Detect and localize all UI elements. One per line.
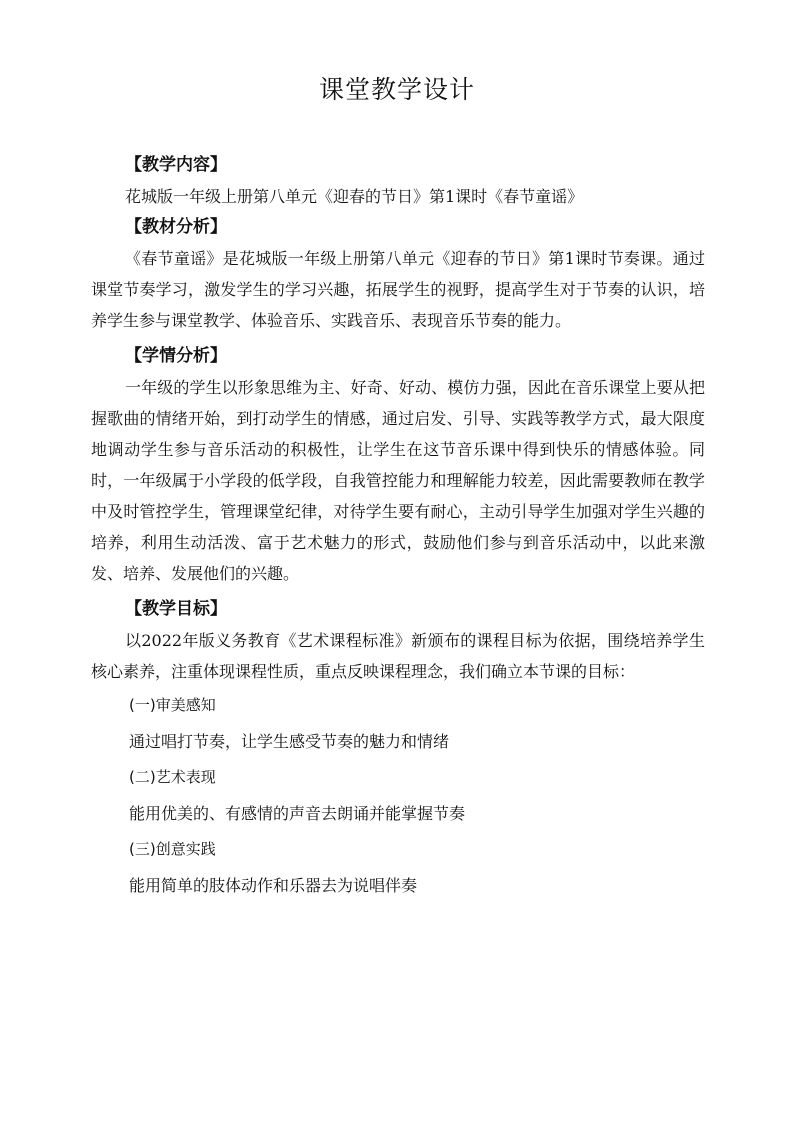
goal-item-text-aesthetic: 通过唱打节奏，让学生感受节奏的魅力和情绪 (129, 732, 450, 751)
goal-item-label-expression: (二)艺术表现 (129, 768, 216, 786)
goal-item-text-expression: 能用优美的、有感情的声音去朗诵并能掌握节奏 (129, 804, 466, 823)
material-analysis-paragraph: 《春节童谣》是花城版一年级上册第八单元《迎春的节日》第1课时节奏课。通过课堂节奏学习，激发学生的学习兴趣，拓展学生的视野，提高学生对于节奏的认识，培养学生参与课堂教学、体验音乐、实践音乐、表现音乐节奏的能力。 (91, 249, 705, 330)
document-body (91, 150, 705, 901)
section-heading-teaching-goals: 【教学目标】 (125, 599, 227, 619)
teaching-content-text: 花城版一年级上册第八单元《迎春的节日》第1课时《春节童谣》 (125, 187, 584, 206)
goal-item-text-practice: 能用简单的肢体动作和乐器去为说唱伴奏 (129, 876, 418, 895)
goal-item-label-aesthetic: (一)审美感知 (129, 696, 216, 714)
teaching-goals-paragraph: 以2022年版义务教育《艺术课程标准》新颁布的课程目标为依据，围绕培养学生核心素养，注重体现课程性质，重点反映课程理念，我们确立本节课的目标： (91, 631, 705, 681)
goal-item-label-practice: (三)创意实践 (129, 840, 216, 858)
section-heading-student-analysis: 【学情分析】 (125, 346, 227, 366)
student-analysis-paragraph: 一年级的学生以形象思维为主、好奇、好动、模仿力强，因此在音乐课堂上要从把握歌曲的情绪开始，到打动学生的情感，通过启发、引导、实践等教学方式，最大限度地调动学生参与音乐活动的积极性，让学生在这节音乐课中得到快乐的情感体验。同时，一年级属于小学段的低学段，自我管控能力和理解能力较差，因此需要教师在教学中及时管控学生，管理课堂纪律，对待学生要有耐心，主动引导学生加强对学生兴趣的培养，利用生动活泼、富于艺术魅力的形式，鼓励他们参与到音乐活动中，以此来激发、培养、发展他们的兴趣。 (91, 378, 705, 583)
page-title: 课堂教学设计 (318, 75, 475, 104)
section-heading-teaching-content: 【教学内容】 (125, 155, 227, 175)
section-heading-material-analysis: 【教材分析】 (125, 217, 227, 237)
